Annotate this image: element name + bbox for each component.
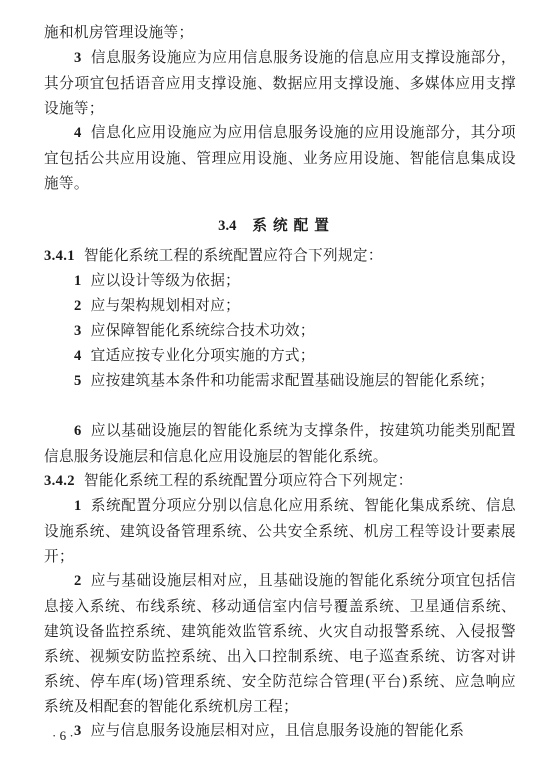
list-item [44, 493, 516, 569]
section-heading [0, 213, 553, 239]
item-number: 3 [74, 323, 82, 339]
item-number: 1 [74, 273, 82, 289]
item-text: 应与基础设施层相对应，且基础设施的智能化系统分项宜包括信息接入系统、布线系统、移动通信室内信号覆盖系统、卫星通信系统、建筑设备监控系统、建筑能效监管系统、火灾自动报警系统、入侵报警系统、视频安防监控系统、出入口控制系统、电子巡查系统、访客对讲系统、停车库(场)管理系统、安全防范综合管理(平台)系统、应急响应系统及相配套的智能化系统机房工程； [44, 572, 516, 715]
item-number: 1 [74, 498, 82, 514]
item-number: 4 [74, 348, 82, 364]
item-number: 4 [74, 125, 82, 141]
list-item [44, 120, 516, 196]
list-item [44, 268, 516, 294]
item-text: 应保障智能化系统综合技术功效； [90, 322, 315, 339]
clause-text: 智能化系统工程的系统配置应符合下列规定： [83, 247, 383, 264]
item-text: 应与架构规划相对应； [90, 297, 241, 314]
list-item [44, 293, 516, 319]
page-number: · 6 · [52, 728, 74, 743]
item-number: 5 [74, 373, 82, 389]
item-number: 2 [74, 298, 82, 314]
item-number: 3 [74, 50, 82, 66]
list-item [44, 368, 516, 394]
clause-3-4-2 [44, 468, 516, 494]
clause-3-4-1 [44, 243, 516, 269]
clause-number: 3.4.1 [44, 248, 75, 264]
item-text: 应与信息服务设施层相对应，且信息服务设施的智能化系 [90, 722, 465, 739]
item-number: 6 [74, 423, 82, 439]
item-text: 信息化应用设施应为应用信息服务设施的应用设施部分，其分项宜包括公共应用设施、管理应用设施、业务应用设施、智能信息集成设施等。 [44, 124, 516, 192]
clause-text: 智能化系统工程的系统配置分项应符合下列规定： [83, 472, 413, 489]
list-item [44, 343, 516, 369]
list-item [44, 418, 516, 469]
clause-number: 3.4.2 [44, 473, 75, 489]
list-item [44, 568, 516, 719]
item-text: 系统配置分项应分别以信息化应用系统、智能化集成系统、信息设施系统、建筑设备管理系统、公共安全系统、机房工程等设计要素展开； [44, 497, 516, 565]
item-text: 信息服务设施应为应用信息服务设施的信息应用支撑设施部分，其分项宜包括语音应用支撑设施、数据应用支撑设施、多媒体应用支撑设施等； [44, 49, 516, 117]
item-text: 应按建筑基本条件和功能需求配置基础设施层的智能化系统； [90, 372, 495, 389]
list-item [44, 718, 516, 744]
item-text: 应以设计等级为依据； [90, 272, 241, 289]
item-text: 应以基础设施层的智能化系统为支撑条件，按建筑功能类别配置信息服务设施层和信息化应用设施层的智能化系统。 [44, 422, 516, 465]
section-number: 3.4 [218, 218, 237, 234]
list-item [44, 45, 516, 121]
continuation-line [44, 20, 516, 45]
continuation-text: 施和机房管理设施等； [44, 24, 194, 41]
item-number: 2 [74, 573, 82, 589]
list-item [44, 318, 516, 344]
item-number: 3 [74, 723, 82, 739]
item-text: 宜适应按专业化分项实施的方式； [90, 347, 315, 364]
section-title: 系统配置 [252, 217, 335, 234]
